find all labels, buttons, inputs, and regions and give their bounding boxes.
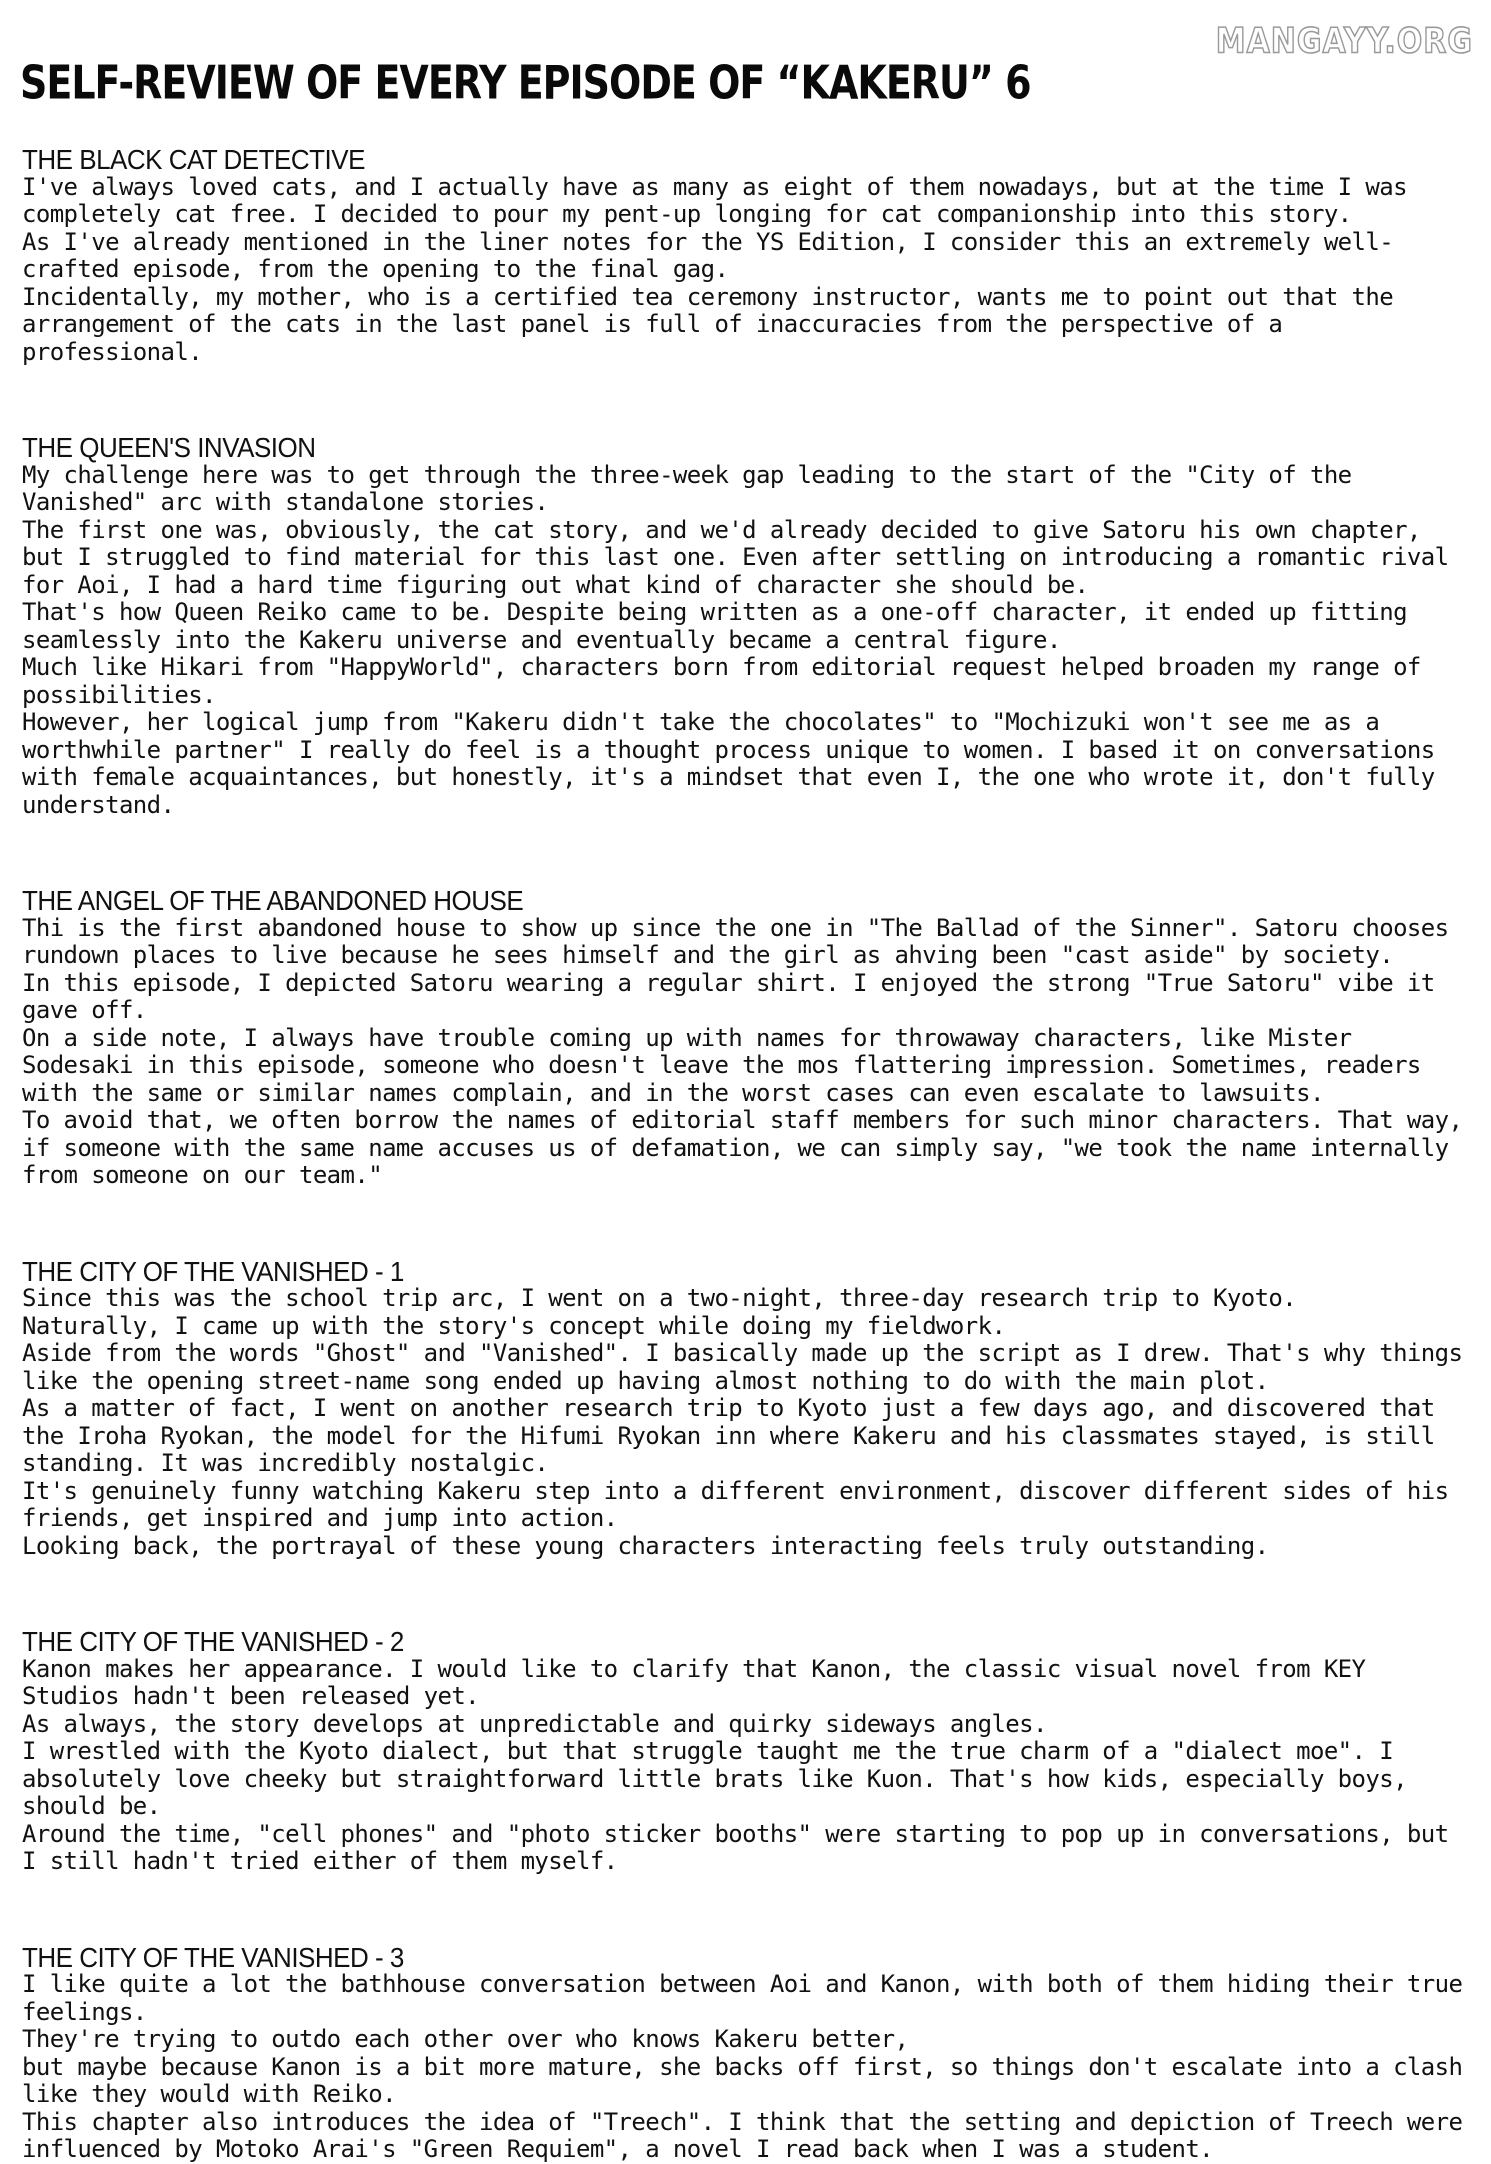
site-watermark: MANGAYY.ORG <box>1215 21 1473 62</box>
section-heading: THE CITY OF THE VANISHED - 2 <box>22 1625 404 1658</box>
section-city-vanished-2 <box>22 1625 1467 1876</box>
paragraph: I like quite a lot the bathhouse conversation between Aoi and Kanon, with both of them hiding their true feelings. <box>22 1970 1463 2026</box>
article-body <box>22 143 1467 2164</box>
paragraph: However, her logical jump from "Kakeru didn't take the chocolates" to "Mochizuki won't see me as a worthwhile partner" I really do feel is a thought process unique to women. I based it on conversations with female acquaintances, but honestly, it's a mindset that even I, the one who wrote it, don't fully understand. <box>22 708 1435 819</box>
paragraph: I've always loved cats, and I actually have as many as eight of them nowadays, but at the time I was completely cat free. I decided to pour my pent-up longing for cat companionship into this story. <box>22 172 1407 228</box>
paragraph: I wrestled with the Kyoto dialect, but that struggle taught me the true charm of a "dialect moe". I absolutely love cheeky but straightforward little brats like Kuon. That's how kids, especially boys, should be. <box>22 1737 1407 1820</box>
section-heading: THE ANGEL OF THE ABANDONED HOUSE <box>22 884 524 917</box>
paragraph: As always, the story develops at unpredictable and quirky sideways angles. <box>22 1709 1047 1738</box>
paragraph: As I've already mentioned in the liner notes for the YS Edition, I consider this an extremely well-crafted episode, from the opening to the final gag. <box>22 227 1394 283</box>
paragraph: Kanon makes her appearance. I would like to clarify that Kanon, the classic visual novel from KEY Studios hadn't been released yet. <box>22 1654 1366 1710</box>
section-city-vanished-1 <box>22 1255 1467 1561</box>
section-heading: THE CITY OF THE VANISHED - 1 <box>22 1255 404 1287</box>
paragraph: As a matter of fact, I went on another research trip to Kyoto just a few days ago, and discovered that the Iroha Ryokan, the model for the Hifumi Ryokan inn where Kakeru and his classmates stayed, is still standing. It was incredibly nostalgic. <box>22 1394 1435 1477</box>
section-angel-abandoned-house <box>22 884 1467 1190</box>
paragraph: Thi is the first abandoned house to show up since the one in "The Ballad of the Sinner". Satoru chooses rundown places to live because he sees himself and the girl as ahving been "cast aside" by society. <box>22 913 1449 969</box>
section-queens-invasion <box>22 431 1467 819</box>
paragraph: Around the time, "cell phones" and "photo sticker booths" were starting to pop up in conversations, but I still hadn't tried either of them myself. <box>22 1819 1449 1875</box>
paragraph: On a side note, I always have trouble coming up with names for throwaway characters, like Mister Sodesaki in this episode, someone who doesn't leave the mos flattering impression. Sometimes, readers with the same or similar names complain, and in the worst cases can even escalate to lawsuits. <box>22 1023 1421 1107</box>
paragraph: Looking back, the portrayal of these young characters interacting feels truly outstanding. <box>22 1531 1269 1560</box>
paragraph: That's how Queen Reiko came to be. Despite being written as a one-off character, it ended up fitting seamlessly into the Kakeru universe and eventually became a central figure. <box>22 598 1407 654</box>
paragraph: In this episode, I depicted Satoru wearing a regular shirt. I enjoyed the strong "True Satoru" vibe it gave off. <box>22 968 1435 1024</box>
paragraph: My challenge here was to get through the three-week gap leading to the start of the "City of the Vanished" arc with standalone stories. <box>22 460 1352 516</box>
paragraph: Much like Hikari from "HappyWorld", characters born from editorial request helped broaden my range of possibilities. <box>22 653 1421 709</box>
paragraph: To avoid that, we often borrow the names of editorial staff members for such minor characters. That way, if someone with the same name accuses us of defamation, we can simply say, "we took the name internally from someone on our team." <box>22 1106 1463 1189</box>
page-title: SELF-REVIEW OF EVERY EPISODE OF “KAKERU” 6 <box>20 56 1031 110</box>
section-heading: THE BLACK CAT DETECTIVE <box>22 143 365 176</box>
paragraph: Naturally, I came up with the story's concept while doing my fieldwork. <box>22 1311 1006 1340</box>
section-heading: THE CITY OF THE VANISHED - 3 <box>22 1941 404 1973</box>
section-city-vanished-3 <box>22 1941 1467 2164</box>
paragraph: This chapter also introduces the idea of "Treech". I think that the setting and depiction of Treech were influenced by Motoko Arai's "Green Requiem", a novel I read back when I was a student. <box>22 2107 1463 2163</box>
paragraph: It's genuinely funny watching Kakeru step into a different environment, discover different sides of his friends, get inspired and jump into action. <box>22 1476 1449 1532</box>
paragraph: Aside from the words "Ghost" and "Vanished". I basically made up the script as I drew. That's why things like the opening street-name song ended up having almost nothing to do with the main plot. <box>22 1339 1463 1395</box>
paragraph: Since this was the school trip arc, I went on a two-night, three-day research trip to Kyoto. <box>22 1284 1297 1312</box>
paragraph: Incidentally, my mother, who is a certified tea ceremony instructor, wants me to point out that the arrangement of the cats in the last panel is full of inaccuracies from the perspective of a professional. <box>22 282 1394 366</box>
paragraph: but maybe because Kanon is a bit more mature, she backs off first, so things don't escalate into a clash like they would with Reiko. <box>22 2052 1463 2108</box>
section-black-cat-detective <box>22 143 1467 366</box>
section-heading: THE QUEEN'S INVASION <box>22 431 316 464</box>
paragraph: The first one was, obviously, the cat story, and we'd already decided to give Satoru his own chapter, but I struggled to find material for this last one. Even after settling on introducing a romantic rival for Aoi, I had a hard time figuring out what kind of character she should be. <box>22 515 1449 599</box>
paragraph: They're trying to outdo each other over who knows Kakeru better, <box>22 2025 909 2053</box>
